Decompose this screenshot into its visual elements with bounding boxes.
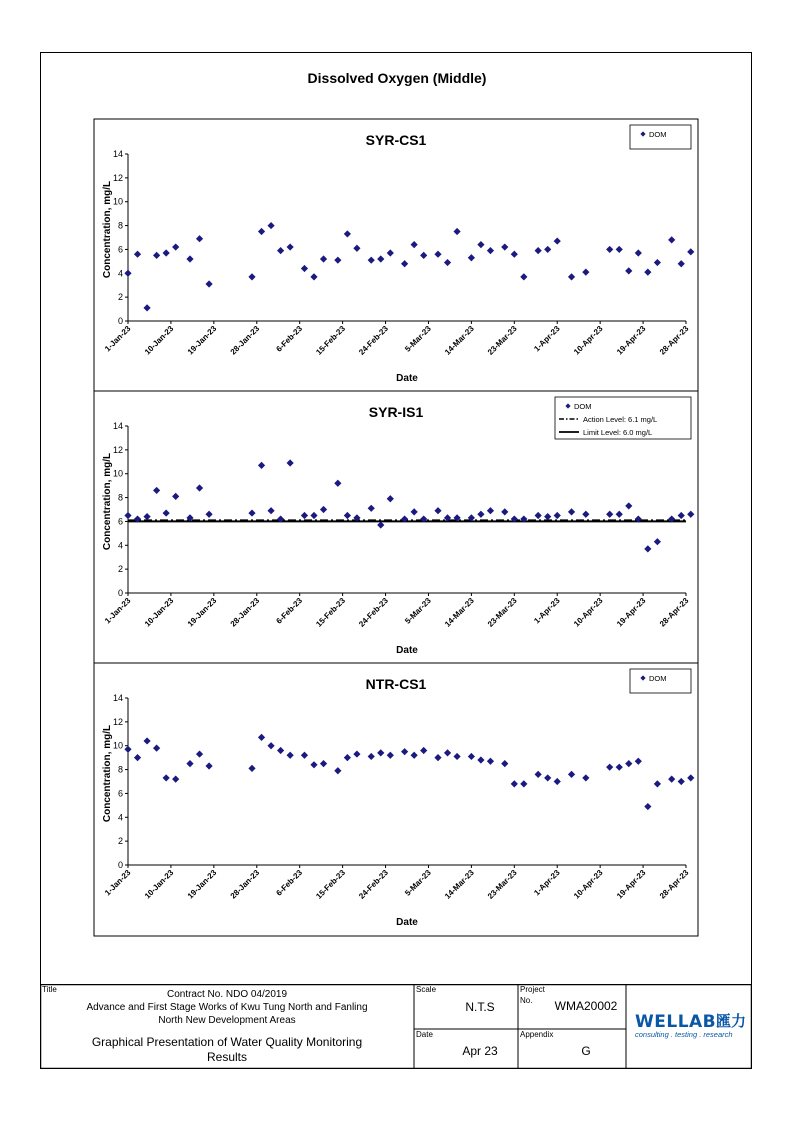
company-logo-tagline: consulting . testing . research xyxy=(635,1030,733,1039)
y-tick-label: 2 xyxy=(117,564,123,575)
scale-label: Scale xyxy=(416,985,437,994)
contract-line-1: Contract No. NDO 04/2019 xyxy=(166,989,288,1000)
y-tick-label: 12 xyxy=(112,716,123,727)
x-tick-label: 24-Feb-23 xyxy=(357,324,390,357)
chart-legend xyxy=(630,125,691,149)
date-label: Date xyxy=(416,1030,433,1039)
x-tick-label: 19-Jan-23 xyxy=(185,324,219,357)
date-cell xyxy=(414,1029,518,1069)
x-tick-label: 19-Apr-23 xyxy=(615,324,648,357)
scale-cell xyxy=(414,984,518,1029)
y-tick-label: 8 xyxy=(117,492,123,503)
appendix-label: Appendix xyxy=(520,1030,554,1039)
x-tick-label: 19-Jan-23 xyxy=(185,868,219,901)
chart-1 xyxy=(94,119,698,391)
project-number: WMA20002 xyxy=(554,999,618,1013)
chart-legend xyxy=(630,669,691,693)
x-tick-label: 1-Jan-23 xyxy=(103,596,133,626)
x-tick-label: 10-Jan-23 xyxy=(142,596,176,629)
y-tick-label: 10 xyxy=(112,196,123,207)
appendix-cell xyxy=(518,1029,626,1069)
x-tick-label: 1-Jan-23 xyxy=(103,324,133,354)
y-tick-label: 12 xyxy=(112,172,123,183)
project-no-label: No. xyxy=(520,996,533,1005)
title-cell xyxy=(40,984,414,1069)
x-tick-label: 28-Apr-23 xyxy=(657,868,691,901)
chart-2 xyxy=(94,391,698,663)
y-tick-label: 2 xyxy=(117,836,123,847)
legend-label: DOM xyxy=(649,130,667,139)
y-tick-label: 10 xyxy=(112,468,123,479)
x-tick-label: 5-Mar-23 xyxy=(403,868,433,898)
company-logo-wordmark: WELLAB xyxy=(635,1012,717,1032)
x-axis-label: Date xyxy=(396,373,418,384)
x-tick-label: 6-Feb-23 xyxy=(274,324,305,354)
y-axis-label: Concentration, mg/L xyxy=(102,724,113,823)
x-tick-label: 28-Jan-23 xyxy=(228,868,262,901)
x-tick-label: 14-Mar-23 xyxy=(443,868,476,901)
x-tick-label: 5-Mar-23 xyxy=(403,324,433,354)
y-tick-label: 6 xyxy=(117,788,123,799)
main-title-line-2: Results xyxy=(206,1050,247,1064)
scale-value: N.T.S xyxy=(465,1000,495,1014)
chart-title: NTR-CS1 xyxy=(365,676,427,692)
contract-line-3: North New Development Areas xyxy=(158,1015,296,1026)
x-tick-label: 14-Mar-23 xyxy=(443,324,476,357)
x-tick-label: 6-Feb-23 xyxy=(274,596,305,626)
x-tick-label: 1-Apr-23 xyxy=(532,596,562,626)
title-block xyxy=(40,984,752,1069)
x-tick-label: 5-Mar-23 xyxy=(403,596,433,626)
x-tick-label: 10-Jan-23 xyxy=(142,324,176,357)
x-tick-label: 1-Apr-23 xyxy=(532,324,562,354)
legend-label: DOM xyxy=(649,674,667,683)
project-label: Project xyxy=(520,985,545,994)
legend-label: Action Level: 6.1 mg/L xyxy=(583,415,658,424)
x-tick-label: 28-Apr-23 xyxy=(657,324,691,357)
y-tick-label: 6 xyxy=(117,516,123,527)
y-tick-label: 8 xyxy=(117,764,123,775)
y-tick-label: 0 xyxy=(117,860,123,870)
y-tick-label: 4 xyxy=(117,812,123,823)
x-tick-label: 19-Apr-23 xyxy=(615,596,648,629)
x-tick-label: 28-Jan-23 xyxy=(228,596,262,629)
x-tick-label: 14-Mar-23 xyxy=(443,596,476,629)
x-tick-label: 10-Apr-23 xyxy=(572,868,605,901)
x-tick-label: 15-Feb-23 xyxy=(314,324,348,357)
project-cell xyxy=(518,984,626,1029)
y-tick-label: 10 xyxy=(112,740,123,751)
y-tick-label: 14 xyxy=(112,693,123,703)
y-tick-label: 4 xyxy=(117,540,123,551)
page-title: Dissolved Oxygen (Middle) xyxy=(307,70,487,86)
y-tick-label: 8 xyxy=(117,220,123,231)
legend-label: DOM xyxy=(574,402,592,411)
y-tick-label: 0 xyxy=(117,316,123,326)
x-tick-label: 10-Jan-23 xyxy=(142,868,176,901)
x-axis-label: Date xyxy=(396,645,418,656)
y-tick-label: 4 xyxy=(117,268,123,279)
y-tick-label: 6 xyxy=(117,244,123,255)
appendix-value: G xyxy=(581,1044,591,1058)
y-tick-label: 14 xyxy=(112,149,123,159)
y-tick-label: 14 xyxy=(112,421,123,431)
x-tick-label: 6-Feb-23 xyxy=(274,868,305,898)
chart-panel-border xyxy=(94,663,698,936)
x-tick-label: 23-Mar-23 xyxy=(485,596,519,629)
x-tick-label: 28-Apr-23 xyxy=(657,596,691,629)
x-tick-label: 1-Apr-23 xyxy=(532,868,562,898)
x-tick-label: 24-Feb-23 xyxy=(357,868,390,901)
y-axis-label: Concentration, mg/L xyxy=(102,180,113,279)
x-tick-label: 24-Feb-23 xyxy=(357,596,390,629)
company-logo-chinese: 匯力 xyxy=(716,1012,747,1030)
legend-label: Limit Level: 6.0 mg/L xyxy=(583,428,653,437)
x-axis-label: Date xyxy=(396,917,418,928)
x-tick-label: 19-Apr-23 xyxy=(615,868,648,901)
x-tick-label: 10-Apr-23 xyxy=(572,324,605,357)
x-tick-label: 10-Apr-23 xyxy=(572,596,605,629)
x-tick-label: 15-Feb-23 xyxy=(314,868,348,901)
x-tick-label: 19-Jan-23 xyxy=(185,596,219,629)
title-label: Title xyxy=(42,985,57,994)
chart-legend xyxy=(555,397,691,439)
contract-line-2: Advance and First Stage Works of Kwu Tung North and Fanling xyxy=(86,1002,368,1013)
date-value: Apr 23 xyxy=(462,1044,498,1058)
logo-cell xyxy=(626,984,752,1069)
x-tick-label: 23-Mar-23 xyxy=(485,868,519,901)
x-tick-label: 23-Mar-23 xyxy=(485,324,519,357)
x-tick-label: 1-Jan-23 xyxy=(103,868,133,898)
chart-title: SYR-CS1 xyxy=(365,132,427,148)
y-tick-label: 0 xyxy=(117,588,123,598)
chart-3 xyxy=(94,663,698,936)
y-axis-label: Concentration, mg/L xyxy=(102,452,113,551)
main-title-line-1: Graphical Presentation of Water Quality Monitoring xyxy=(91,1035,363,1049)
chart-title: SYR-IS1 xyxy=(368,404,424,420)
x-tick-label: 28-Jan-23 xyxy=(228,324,262,357)
y-tick-label: 12 xyxy=(112,444,123,455)
y-tick-label: 2 xyxy=(117,292,123,303)
x-tick-label: 15-Feb-23 xyxy=(314,596,348,629)
